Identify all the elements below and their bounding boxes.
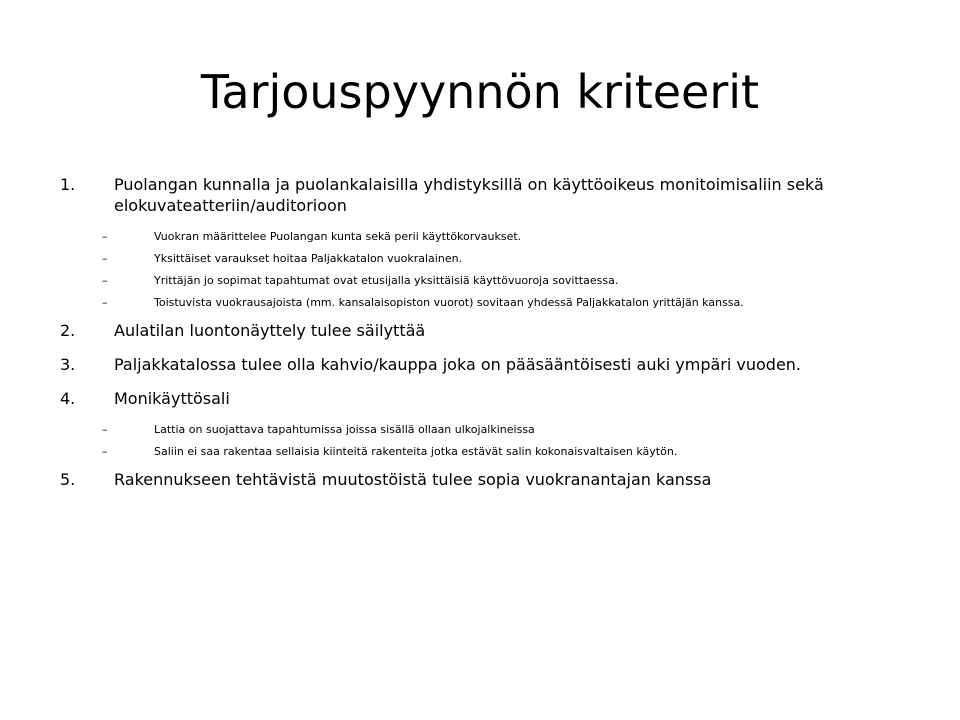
sub-list-1 — [60, 229, 900, 310]
dash-bullet: – — [102, 274, 108, 287]
item-text: Paljakkatalossa tulee olla kahvio/kauppa joka on pääsääntöisesti auki ympäri vuoden. — [114, 355, 802, 374]
sub-item — [60, 444, 900, 459]
item-number: 3. — [60, 355, 76, 374]
slide-title: Tarjouspyynnön kriteerit — [200, 65, 760, 119]
dash-bullet: – — [102, 230, 108, 243]
list-item-2 — [60, 320, 900, 341]
dash-bullet: – — [102, 445, 108, 458]
list-item-1 — [60, 174, 900, 216]
dash-bullet: – — [102, 296, 108, 309]
item-text: Puolangan kunnalla ja puolankalaisilla yhdistyksillä on käyttöoikeus monitoimisaliin sekä elokuvateatteriin/auditorioon — [114, 175, 824, 215]
sub-item — [60, 273, 900, 288]
sub-item-text: Lattia on suojattava tapahtumissa joissa sisällä ollaan ulkojalkineissa — [154, 423, 535, 436]
item-text: Rakennukseen tehtävistä muutostöistä tulee sopia vuokranantajan kanssa — [114, 470, 712, 489]
item-text: Monikäyttösali — [114, 389, 230, 408]
item-number: 1. — [60, 175, 76, 194]
dash-bullet: – — [102, 423, 108, 436]
list-item-4 — [60, 388, 900, 409]
list-item-5 — [60, 469, 900, 490]
sub-item — [60, 251, 900, 266]
criteria-list — [60, 174, 900, 503]
item-text: Aulatilan luontonäyttely tulee säilyttää — [114, 321, 426, 340]
list-item-3 — [60, 354, 900, 375]
sub-item — [60, 295, 900, 310]
sub-item-text: Vuokran määrittelee Puolangan kunta sekä perii käyttökorvaukset. — [154, 230, 522, 243]
sub-item-text: Toistuvista vuokrausajoista (mm. kansalaisopiston vuorot) sovitaan yhdessä Paljakkatalon yrittäjän kanssa. — [154, 296, 744, 309]
sub-item-text: Yksittäiset varaukset hoitaa Paljakkatalon vuokralainen. — [154, 252, 463, 265]
sub-item — [60, 422, 900, 437]
item-number: 2. — [60, 321, 76, 340]
sub-item-text: Saliin ei saa rakentaa sellaisia kiinteitä rakenteita jotka estävät salin kokonaisvaltaisen käytön. — [154, 445, 678, 458]
item-number: 4. — [60, 389, 76, 408]
sub-item — [60, 229, 900, 244]
dash-bullet: – — [102, 252, 108, 265]
sub-list-4 — [60, 422, 900, 459]
item-number: 5. — [60, 470, 76, 489]
sub-item-text: Yrittäjän jo sopimat tapahtumat ovat etusijalla yksittäisiä käyttövuoroja sovittaessa. — [154, 274, 619, 287]
